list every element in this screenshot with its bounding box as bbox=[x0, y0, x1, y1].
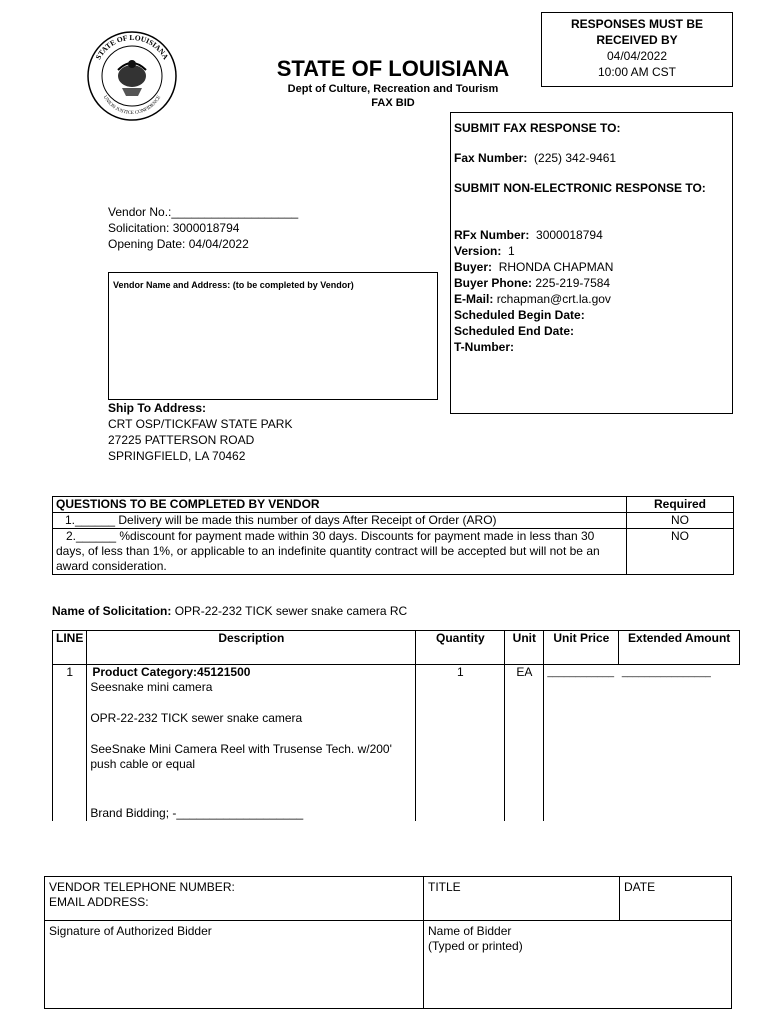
phone-email-field[interactable]: VENDOR TELEPHONE NUMBER: EMAIL ADDRESS: bbox=[45, 877, 424, 921]
ship-to-address bbox=[108, 400, 292, 464]
date-field[interactable]: DATE bbox=[620, 877, 732, 921]
responses-line1: RESPONSES MUST BE bbox=[570, 17, 704, 31]
solicitation-name-value: OPR-22-232 TICK sewer snake camera RC bbox=[174, 604, 408, 618]
signature-row bbox=[45, 921, 732, 1009]
title-field[interactable]: TITLE bbox=[424, 877, 620, 921]
svg-text:UNION JUSTICE CONFIDENCE: UNION JUSTICE CONFIDENCE bbox=[101, 95, 163, 117]
vendor-name-address-label: Vendor Name and Address: (to be completed by Vendor) bbox=[113, 280, 354, 290]
version-label: Version: bbox=[454, 244, 502, 258]
contact-row bbox=[45, 877, 732, 921]
solicitation-name-label: Name of Solicitation: bbox=[52, 604, 172, 618]
buyer-value: RHONDA CHAPMAN bbox=[498, 260, 614, 274]
vendor-name-address-box[interactable] bbox=[108, 272, 438, 400]
quantity-header: Quantity bbox=[416, 631, 505, 665]
brand-bidding: Brand Bidding; -___________________ bbox=[90, 806, 304, 820]
item-quantity: 1 bbox=[416, 665, 505, 822]
ship-to-label: Ship To Address: bbox=[108, 401, 207, 415]
submit-nonelectronic-heading: SUBMIT NON-ELECTRONIC RESPONSE TO: bbox=[454, 181, 706, 195]
rfx-number-value: 3000018794 bbox=[536, 228, 603, 242]
ship-to-line1: CRT OSP/TICKFAW STATE PARK bbox=[108, 417, 293, 431]
item-desc-2: OPR-22-232 TICK sewer snake camera bbox=[90, 711, 303, 725]
items-header-row bbox=[53, 631, 740, 665]
solicitation-number: Solicitation: 3000018794 bbox=[108, 221, 240, 235]
vendor-info bbox=[108, 204, 298, 252]
buyer-label: Buyer: bbox=[454, 260, 493, 274]
fax-bid-label: FAX BID bbox=[371, 97, 415, 109]
line-header: LINE bbox=[53, 631, 87, 665]
svg-text:STATE OF LOUISIANA: STATE OF LOUISIANA bbox=[93, 32, 171, 62]
line-description bbox=[87, 665, 416, 822]
fax-number-value: (225) 342-9461 bbox=[534, 151, 617, 165]
buyer-phone-value: 225-219-7584 bbox=[535, 276, 611, 290]
unit-price-field[interactable]: ____________ bbox=[547, 667, 615, 678]
opening-date: Opening Date: 04/04/2022 bbox=[108, 237, 249, 251]
solicitation-name bbox=[52, 604, 407, 618]
email-value: rchapman@crt.la.gov bbox=[496, 292, 611, 306]
questions-header-row bbox=[53, 497, 734, 513]
rfx-number-row bbox=[454, 227, 603, 243]
version-value: 1 bbox=[508, 244, 515, 258]
unit-price-header: Unit Price bbox=[544, 631, 619, 665]
page-title: STATE OF LOUISIANA bbox=[276, 56, 510, 81]
description-header: Description bbox=[87, 631, 416, 665]
responses-time: 10:00 AM CST bbox=[597, 65, 677, 79]
responses-date: 04/04/2022 bbox=[606, 49, 668, 63]
rfx-number-label: RFx Number: bbox=[454, 228, 530, 242]
scheduled-begin-label: Scheduled Begin Date: bbox=[454, 308, 585, 322]
item-desc-3: SeeSnake Mini Camera Reel with Trusense Tech. w/200' push cable or equal bbox=[90, 742, 392, 771]
ship-to-line2: 27225 PATTERSON ROAD bbox=[108, 433, 255, 447]
submission-info-box bbox=[450, 112, 733, 414]
extended-amount-field[interactable]: ________________ bbox=[621, 667, 711, 678]
submit-fax-heading: SUBMIT FAX RESPONSE TO: bbox=[454, 121, 621, 135]
item-desc-1: Seesnake mini camera bbox=[90, 680, 213, 694]
t-number-label: T-Number: bbox=[454, 340, 514, 354]
required-header: Required bbox=[627, 497, 734, 513]
question-row-1 bbox=[53, 513, 734, 529]
bidder-name-field[interactable]: Name of Bidder (Typed or printed) bbox=[424, 921, 732, 1009]
buyer-phone-label: Buyer Phone: bbox=[454, 276, 533, 290]
line-items-table bbox=[52, 630, 740, 821]
department-name: Dept of Culture, Recreation and Tourism bbox=[287, 83, 499, 95]
email-row bbox=[454, 291, 611, 307]
question-row-2 bbox=[53, 529, 734, 575]
response-deadline-box bbox=[541, 12, 733, 87]
buyer-phone-row bbox=[454, 275, 610, 291]
ship-to-line3: SPRINGFIELD, LA 70462 bbox=[108, 449, 246, 463]
extended-amount-header: Extended Amount bbox=[619, 631, 740, 665]
table-row bbox=[53, 665, 740, 822]
product-category: Product Category:45121500 bbox=[92, 665, 251, 679]
question-1-required: NO bbox=[627, 513, 734, 529]
questions-header: QUESTIONS TO BE COMPLETED BY VENDOR bbox=[53, 497, 627, 513]
responses-line2: RECEIVED BY bbox=[596, 33, 678, 47]
vendor-number: Vendor No.:___________________ bbox=[108, 205, 299, 219]
question-1-text: 1.______ Delivery will be made this number of days After Receipt of Order (ARO) bbox=[53, 513, 627, 529]
buyer-row bbox=[454, 259, 613, 275]
fax-number-row bbox=[454, 150, 616, 166]
item-unit: EA bbox=[505, 665, 544, 822]
vendor-questions-table bbox=[52, 496, 734, 575]
line-number: 1 bbox=[53, 665, 87, 822]
version-row bbox=[454, 243, 515, 259]
signature-table bbox=[44, 876, 732, 1009]
department-subtitle bbox=[230, 82, 556, 110]
scheduled-end-label: Scheduled End Date: bbox=[454, 324, 575, 338]
state-seal bbox=[82, 30, 182, 122]
unit-header: Unit bbox=[505, 631, 544, 665]
question-2-text: 2.______ %discount for payment made within 30 days. Discounts for payment made in less than 30 days, of less than 1%, or applicable to an indefinite quantity contract will be accepted but will not be an award consideration. bbox=[53, 529, 627, 575]
signature-field[interactable]: Signature of Authorized Bidder bbox=[45, 921, 424, 1009]
question-2-required: NO bbox=[627, 529, 734, 575]
fax-number-label: Fax Number: bbox=[454, 151, 528, 165]
email-label: E-Mail: bbox=[454, 292, 494, 306]
